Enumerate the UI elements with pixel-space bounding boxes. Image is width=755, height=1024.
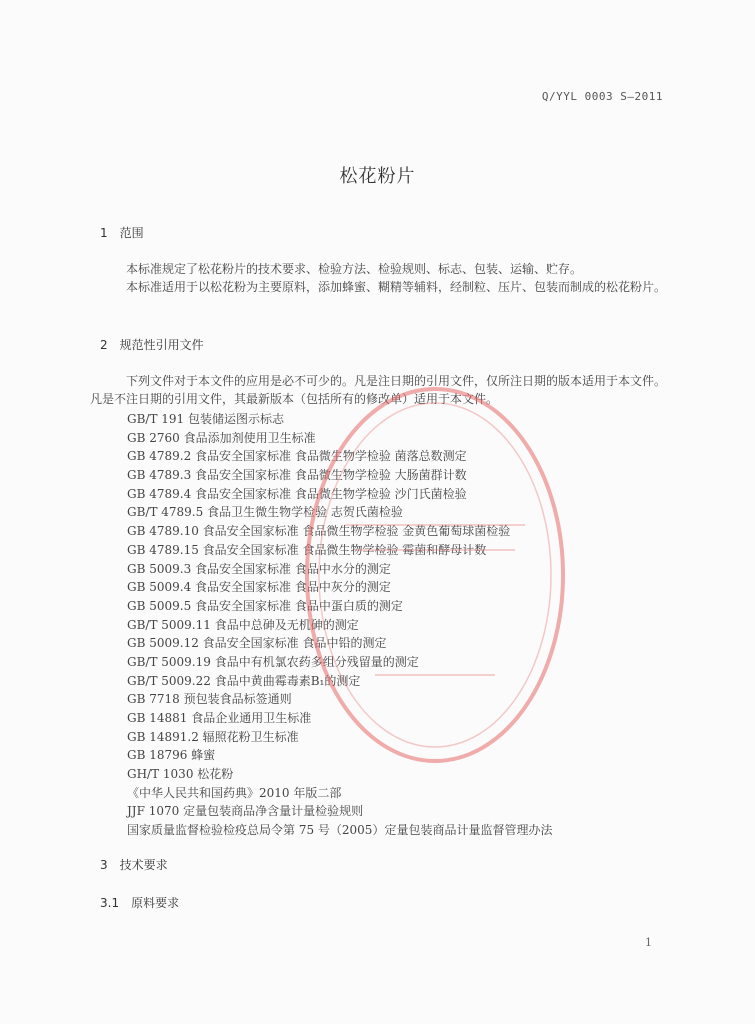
section-2-paragraph-1-text: 下列文件对于本文件的应用是必不可少的。凡是注日期的引用文件，仅所注日期的版本适用于本文件。凡是不注日期的引用文件，其最新版本（包括所有的修改单）适用于本文件。 [90,374,667,406]
reference-item: GB 4789.3 食品安全国家标准 食品微生物学检验 大肠菌群计数 [127,468,467,483]
reference-item: GB 4789.2 食品安全国家标准 食品微生物学检验 菌落总数测定 [127,449,467,464]
reference-item: JJF 1070 定量包装商品净含量计量检验规则 [127,804,364,819]
reference-item: GB 5009.12 食品安全国家标准 食品中铅的测定 [127,636,387,651]
reference-item: GB 2760 食品添加剂使用卫生标准 [127,430,316,445]
section-2-heading: 2 规范性引用文件 [100,338,204,352]
reference-item: GB 5009.5 食品安全国家标准 食品中蛋白质的测定 [127,598,403,613]
section-3-heading: 3 技术要求 [100,858,168,872]
reference-item: GB 18796 蜂蜜 [127,748,216,763]
reference-item: GB/T 191 包装储运图示标志 [127,412,284,426]
reference-item: 《中华人民共和国药典》2010 年版二部 [127,785,342,800]
reference-item: GH/T 1030 松花粉 [127,767,234,782]
reference-item: GB 5009.3 食品安全国家标准 食品中水分的测定 [127,561,391,576]
section-1-paragraph-2 [90,278,668,296]
reference-item: GB 14881 食品企业通用卫生标准 [127,711,312,725]
reference-item: GB 5009.4 食品安全国家标准 食品中灰分的测定 [127,580,391,595]
reference-item: GB/T 5009.22 食品中黄曲霉毒素B₁的测定 [127,673,361,688]
reference-item: GB 4789.15 食品安全国家标准 食品微生物学检验 霉菌和酵母计数 [127,542,487,557]
section-1-paragraph-1 [90,260,668,278]
section-3-1-heading: 3.1 原料要求 [100,896,180,910]
reference-item: GB 7718 预包装食品标签通则 [127,692,292,707]
reference-item: GB 4789.4 食品安全国家标准 食品微生物学检验 沙门氏菌检验 [127,486,467,501]
normative-references-list [127,410,552,840]
reference-item: GB/T 5009.19 食品中有机氯农药多组分残留量的测定 [127,654,419,669]
page-title: 松花粉片 [339,166,416,187]
reference-item: GB 14891.2 辐照花粉卫生标准 [127,729,299,744]
reference-item: GB 4789.10 食品安全国家标准 食品微生物学检验 金黄色葡萄球菌检验 [127,524,511,539]
reference-item: GB/T 4789.5 食品卫生微生物学检验 志贺氏菌检验 [127,505,403,520]
standard-code: Q/YYL 0003 S—2011 [541,90,663,103]
section-1-heading: 1 范围 [100,226,144,240]
section-1-paragraph-2-text: 本标准适用于以松花粉为主要原料，添加蜂蜜、糊精等辅料，经制粒、压片、包装而制成的松花粉片。 [126,280,667,294]
section-2-paragraph-1 [90,372,668,408]
page-number: 1 [645,936,652,949]
reference-item: GB/T 5009.11 食品中总砷及无机砷的测定 [127,617,359,632]
section-1-paragraph-1-text: 本标准规定了松花粉片的技术要求、检验方法、检验规则、标志、包装、运输、贮存。 [126,262,583,276]
reference-item: 国家质量监督检验检疫总局令第 75 号（2005）定量包装商品计量监督管理办法 [127,823,553,838]
